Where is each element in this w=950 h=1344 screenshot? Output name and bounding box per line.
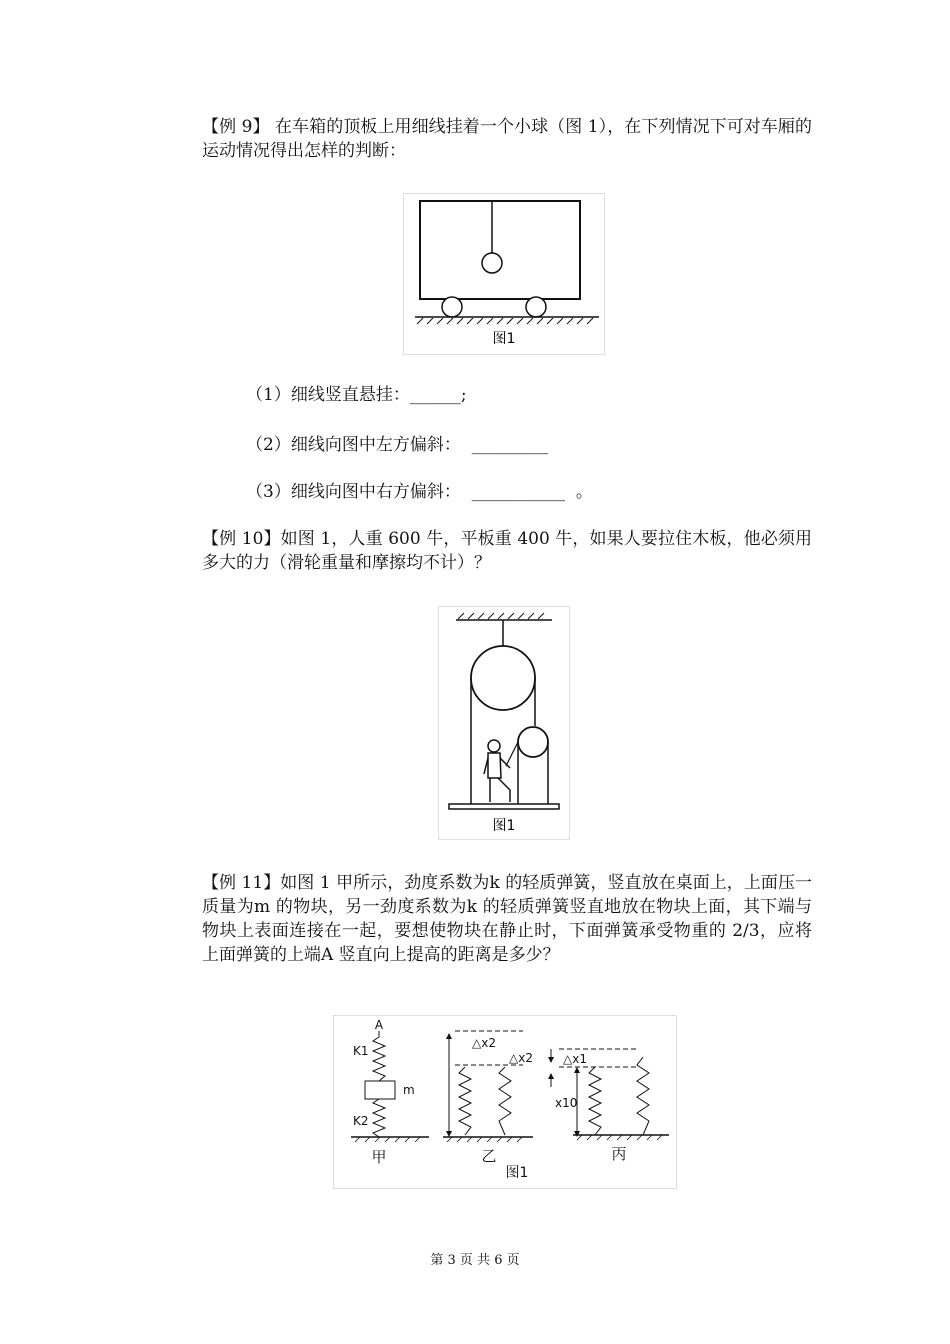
figure-caption: 图1 xyxy=(505,1165,529,1181)
example-9-text: 【例 9】 在车箱的顶板上用细线挂着一个小球（图 1），在下列情况下可对车厢的运动情况得出怎样的判断： xyxy=(202,117,812,161)
question-1: （1）细线竖直悬挂：______; xyxy=(246,385,467,405)
figure-caption: 图1 xyxy=(492,331,516,347)
label-K1: K1 xyxy=(353,1044,369,1058)
spring-k2 xyxy=(373,1099,385,1137)
example-11-text: 【例 11】如图 1 甲所示，劲度系数为k 的轻质弹簧，竖直放在桌面上，上面压一质量为m 的物块，另一劲度系数为k 的轻质弹簧竖直地放在物块上面，其下端与物块上表面连接在一起，要想使物块在静止时，下面弹簧承受物重的 2/3，应将上面弹簧的上端A 竖直向上提高的距离是多少？ xyxy=(202,873,812,965)
label-yi: 乙 xyxy=(481,1147,497,1165)
label-dx1: △x1 xyxy=(563,1052,587,1066)
block-m xyxy=(365,1081,395,1099)
figure-car-pendulum xyxy=(403,193,605,355)
figure-caption: 图1 xyxy=(492,818,516,834)
label-K2: K2 xyxy=(353,1114,369,1128)
person xyxy=(484,740,510,802)
question-2: （2）细线向图中左方偏斜： _________ xyxy=(246,435,549,455)
spring-yi-left xyxy=(459,1067,471,1135)
label-x10: x10 xyxy=(555,1096,578,1110)
label-bing: 丙 xyxy=(611,1145,627,1163)
figure-pulley-system xyxy=(438,606,570,840)
fixed-pulley xyxy=(471,646,535,710)
label-dx2-a: △x2 xyxy=(472,1036,496,1050)
label-dx2-b: △x2 xyxy=(509,1051,533,1065)
wheel-left xyxy=(442,297,462,317)
label-m: m xyxy=(403,1083,415,1097)
page-footer: 第 3 页 共 6 页 xyxy=(430,1253,520,1268)
ball xyxy=(482,253,502,273)
label-A: A xyxy=(374,1018,384,1032)
spring-k1 xyxy=(373,1037,385,1081)
spring-bing-right xyxy=(637,1057,649,1135)
figure-springs xyxy=(333,1015,677,1189)
spring-bing-left xyxy=(589,1067,601,1135)
board xyxy=(449,804,559,809)
label-jia: 甲 xyxy=(371,1148,387,1166)
example-10-text: 【例 10】如图 1，人重 600 牛，平板重 400 牛，如果人要拉住木板，他必须用多大的力（滑轮重量和摩擦均不计）？ xyxy=(202,529,812,573)
movable-pulley xyxy=(518,727,548,757)
wheel-right xyxy=(526,297,546,317)
spring-yi-right xyxy=(499,1067,511,1135)
car-body xyxy=(420,201,580,299)
question-3: （3）细线向图中右方偏斜： ___________ 。 xyxy=(246,482,593,502)
